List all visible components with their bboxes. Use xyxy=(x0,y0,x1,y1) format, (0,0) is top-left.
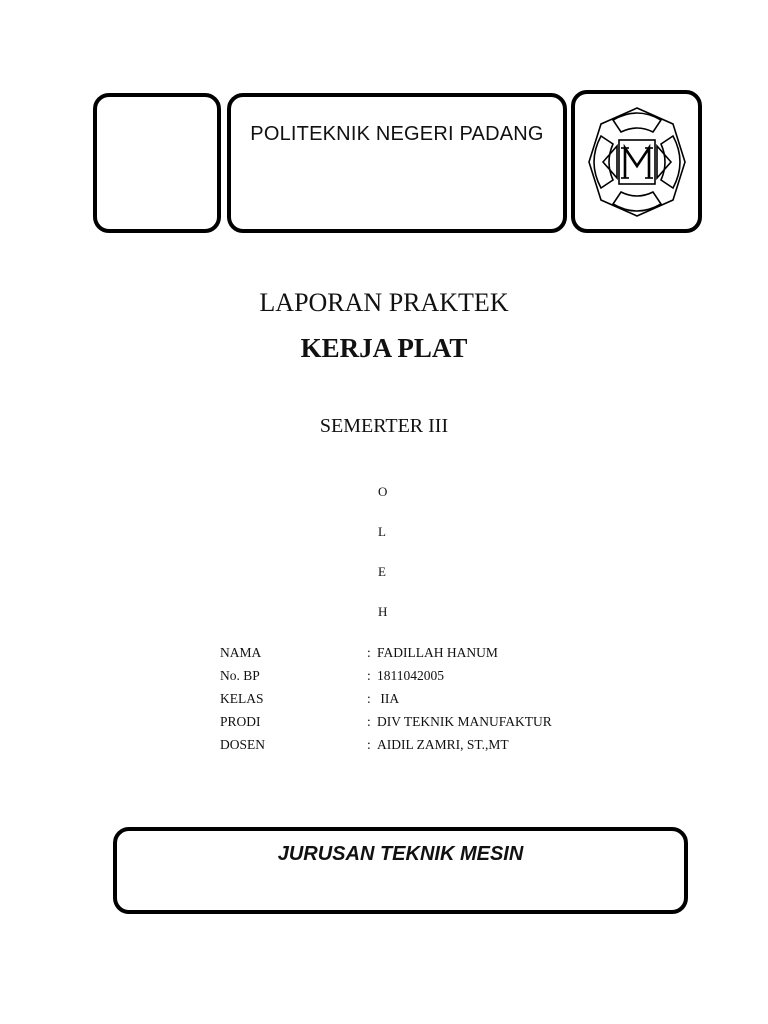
institution-header-box xyxy=(227,93,567,233)
report-type: LAPORAN PRAKTEK xyxy=(259,288,509,317)
info-value: 1811042005 xyxy=(377,668,444,683)
department-footer-box xyxy=(113,827,688,914)
info-value: FADILLAH HANUM xyxy=(377,645,498,660)
info-value: IIA xyxy=(377,691,400,706)
department-name: JURUSAN TEKNIK MESIN xyxy=(277,843,524,865)
info-colon: : xyxy=(367,645,371,660)
info-label: PRODI xyxy=(220,714,261,729)
semester-label: SEMERTER III xyxy=(319,415,449,437)
logo-box xyxy=(571,90,702,233)
oleh-letter: O xyxy=(378,484,388,499)
blank-header-box xyxy=(93,93,221,233)
info-colon: : xyxy=(367,668,371,683)
report-subject: KERJA PLAT xyxy=(300,333,468,363)
info-label: KELAS xyxy=(220,691,264,706)
info-value: AIDIL ZAMRI, ST.,MT xyxy=(377,737,509,752)
info-colon: : xyxy=(367,714,371,729)
info-colon: : xyxy=(367,691,371,706)
oleh-letter: E xyxy=(378,564,386,579)
oleh-letter: L xyxy=(378,524,386,539)
info-label: NAMA xyxy=(220,645,262,660)
polytechnic-logo-icon xyxy=(583,102,691,222)
institution-name: POLITEKNIK NEGERI PADANG xyxy=(250,123,544,145)
info-label: No. BP xyxy=(220,668,260,683)
info-label: DOSEN xyxy=(220,737,266,752)
info-value: DIV TEKNIK MANUFAKTUR xyxy=(377,714,552,729)
oleh-letter: H xyxy=(378,604,388,619)
info-colon: : xyxy=(367,737,371,752)
